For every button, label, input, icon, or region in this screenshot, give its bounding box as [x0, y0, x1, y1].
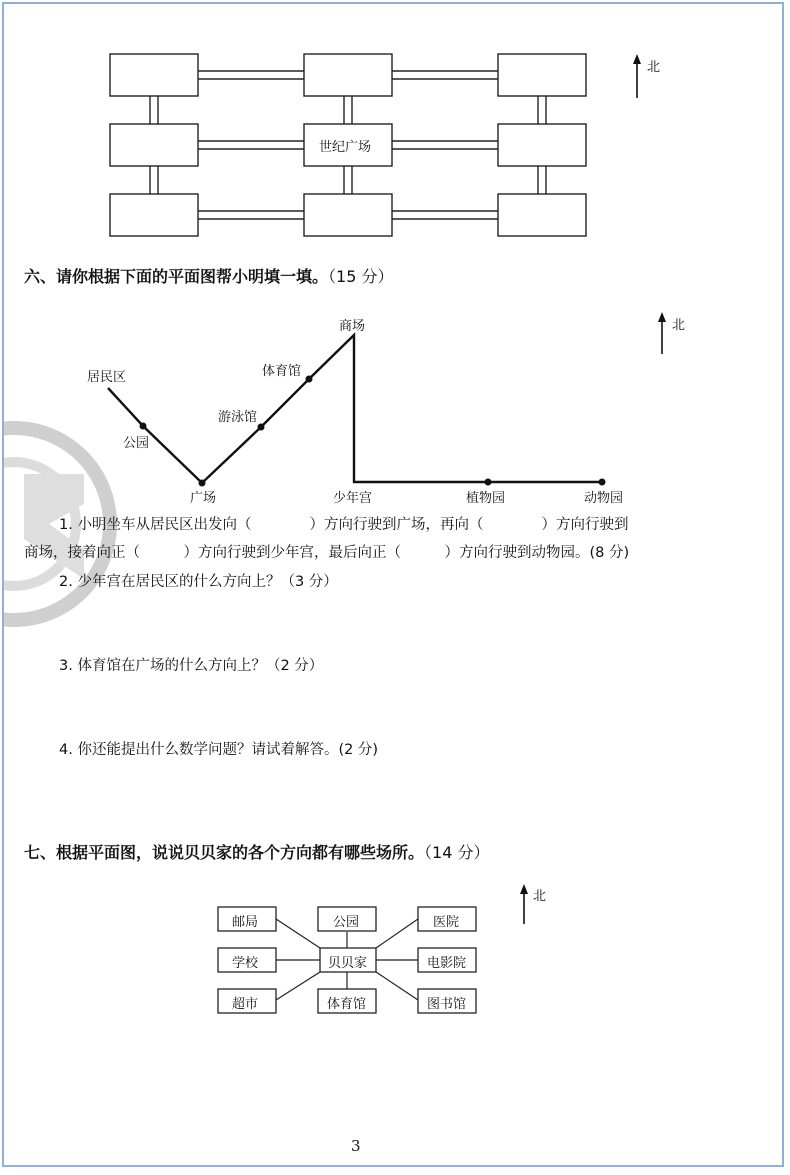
label-shangchang: 商场 — [339, 319, 366, 334]
label-guangchang: 广场 — [190, 491, 217, 506]
question-1-line2: 商场，接着向正（ ）方向行驶到少年宫，最后向正（ ）方向行驶到动物园。(8 分) — [24, 545, 630, 561]
box-label-chaoshi: 超市 — [232, 997, 259, 1012]
label-zhiwuyuan: 植物园 — [466, 491, 506, 506]
question-1-line1: 1. 小明坐车从居民区出发向（ ）方向行驶到广场，再向（ ）方向行驶到 — [59, 517, 629, 533]
question-2: 2. 少年宫在居民区的什么方向上？（3 分） — [59, 574, 338, 590]
label-tiyuguan: 体育馆 — [262, 364, 302, 379]
section6-heading-text: 六、请你根据下面的平面图帮小明填一填。 — [24, 267, 329, 286]
label-shaoniangong: 少年宫 — [333, 491, 373, 506]
label-juminqu: 居民区 — [87, 370, 127, 385]
box-label-youju: 邮局 — [232, 915, 259, 930]
box-label-tiyuguan: 体育馆 — [327, 997, 367, 1012]
beibei-map — [4, 4, 784, 1024]
north-arrow-icon — [520, 884, 528, 924]
box-label-yiyuan: 医院 — [433, 915, 460, 930]
north-label: 北 — [647, 60, 661, 75]
map-center-label: 世纪广场 — [319, 140, 372, 155]
label-dongwuyuan: 动物园 — [584, 491, 624, 506]
question-3: 3. 体育馆在广场的什么方向上？（2 分） — [59, 658, 324, 674]
label-youyongguan: 游泳馆 — [218, 410, 258, 425]
label-gongyuan: 公园 — [123, 436, 150, 451]
box-label-gongyuan: 公园 — [333, 915, 360, 930]
page-number: 3 — [351, 1137, 361, 1155]
section7-points: （14 分） — [424, 843, 490, 862]
box-label-beibeijia: 贝贝家 — [328, 956, 368, 971]
north-label: 北 — [672, 318, 686, 333]
worksheet-page — [2, 2, 784, 1167]
box-label-tushuguan: 图书馆 — [427, 997, 467, 1012]
box-label-dianyingyuan: 电影院 — [427, 956, 467, 971]
north-label: 北 — [533, 889, 547, 904]
section7-heading-text: 七、根据平面图，说说贝贝家的各个方向都有哪些场所。 — [24, 843, 425, 862]
box-label-xuexiao: 学校 — [232, 956, 259, 971]
question-4: 4. 你还能提出什么数学问题？请试着解答。(2 分) — [59, 742, 379, 758]
section6-points: （15 分） — [328, 267, 394, 286]
